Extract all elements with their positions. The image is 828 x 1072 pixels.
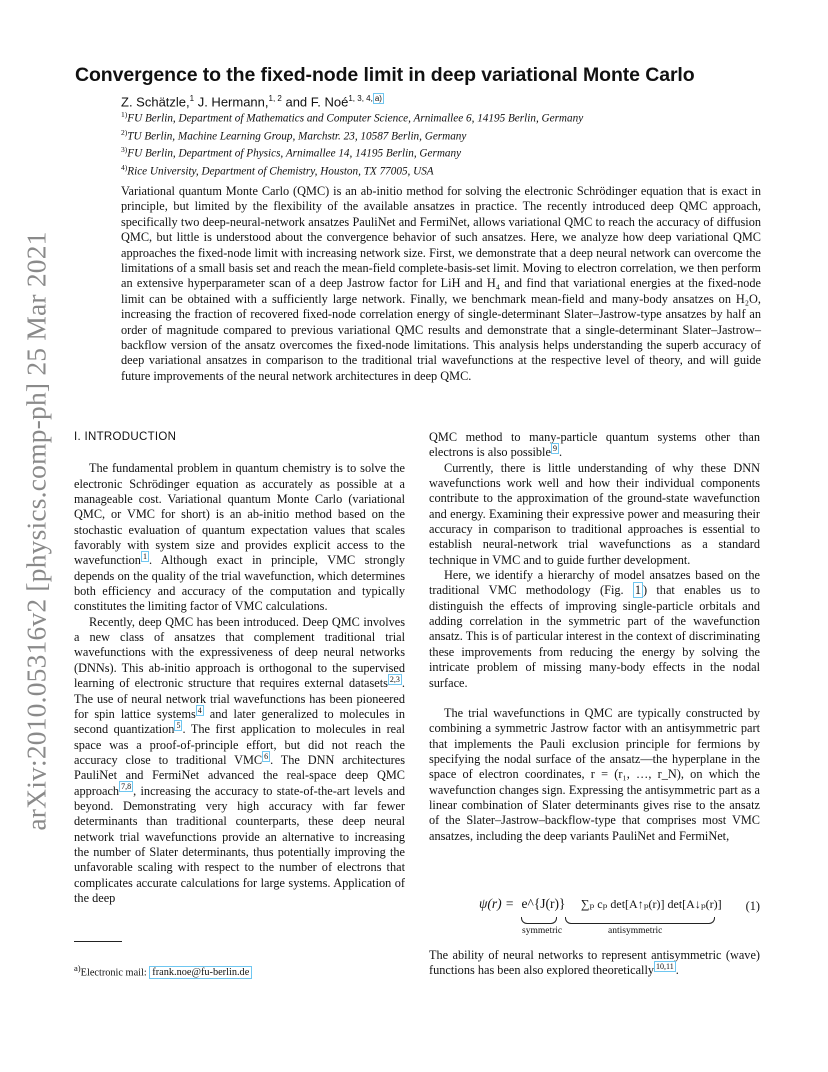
paragraph: The fundamental problem in quantum chemistry is to solve the electronic Schrödinger equation as accurately as possible at a manageable cost. Variational quantum Monte Carlo (variational QMC, or VMC for short) is an ab-initio method based on the stochastic evaluation of quantum expectation values that scales favorably with system size and provides explicit access to the wavefunction $^1$ . Although exact in principle, VMC strongly depends on the quality of the trial wavefunction, which determines both efficiency and accuracy of the computation and typically constitutes the limiting factor of VMC calculations. bbox=[74, 461, 405, 614]
equation-body bbox=[479, 896, 722, 912]
arxiv-stamp bbox=[22, 233, 52, 829]
equation-lhs: ψ(r) = bbox=[479, 896, 518, 911]
footnote-marker: a) bbox=[74, 963, 81, 973]
affiliation bbox=[121, 161, 601, 179]
citation-link[interactable]: 2,3 bbox=[389, 675, 400, 685]
figure-link[interactable]: 1 bbox=[634, 583, 642, 598]
affil-number: 2) bbox=[121, 127, 128, 137]
footnote bbox=[74, 963, 252, 978]
citation-link[interactable]: 4 bbox=[197, 705, 202, 715]
affil-number: 1) bbox=[121, 110, 128, 119]
paragraph: The ability of neural networks to represent antisymmetric (wave) functions has been also explored theoretically $^{10,11}$ . bbox=[429, 948, 760, 978]
affiliations bbox=[121, 108, 601, 179]
paragraph: The trial wavefunctions in QMC are typically constructed by combining a symmetric Jastrow factor with an antisymmetric part that implements the Pauli exclusion principle for fermions by specifying the nodal surface of the ansatz—the hyperplane in the space of electron coordinates, r = (r₁, …, r_N), on which the wavefunction changes sign. Expressing the antisymmetric part as a linear combination of Slater determinants gives rise to the ansatz of the Slater–Jastrow–backflow-type that comprises most VMC ansatzes, including the deep variants PauliNet and FermiNet, bbox=[429, 705, 760, 843]
affil-ref: 1, 2 bbox=[268, 94, 282, 103]
affiliation bbox=[121, 126, 601, 144]
author-name: J. Hermann, bbox=[194, 94, 269, 110]
abstract: Variational quantum Monte Carlo (QMC) is an ab-initio method for solving the electronic Schrödinger equation that is exact in principle, but limited by the flexibility of the available ansatzes in practice. The recently introduced deep QMC approach, specifically two deep-neural-network ansatzes PauliNet and FermiNet, allows variational QMC to reach the accuracy of diffusion QMC, but little is understood about the convergence behavior of such ansatzes. Here, we analyze how deep variational QMC approaches the fixed-node limit with increasing network size. First, we demonstrate that a deep neural network can overcome the limitations of a small basis set and reach the mean-field complete-basis-set limit. Moving to electron correlation, we then perform an extensive hyperparameter scan of a deep Jastrow factor for LiH and H₄ and find that variational energies at the fixed-node limit can be obtained with a sufficiently large network. Finally, we benchmark mean-field and many-body ansatzes on H₂O, increasing the fraction of recovered fixed-node correlation energy of single-determinant Slater–Jastrow-type ansatzes by half an order of magnitude compared to previous variational QMC results and demonstrate that a single-determinant Slater–Jastrow–backflow version of the ansatz overcomes the fixed-node limitations. This analysis helps understanding the superb accuracy of deep variational ansatzes in comparison to the traditional trial wavefunctions at the respective level of theory, and will guide future improvements of the neural network architectures in deep QMC. bbox=[121, 184, 761, 383]
citation-link[interactable]: 6 bbox=[264, 751, 269, 761]
paper-title: Convergence to the fixed-node limit in deep variational Monte Carlo bbox=[75, 64, 695, 86]
label-symmetric: symmetric bbox=[522, 926, 563, 936]
paragraph: QMC method to many-particle quantum systems other than electrons is also possible $^9$ . bbox=[429, 430, 760, 460]
affil-text: TU Berlin, Machine Learning Group, Marchstr. 23, 10587 Berlin, Germany bbox=[127, 130, 467, 143]
equation-number: (1) bbox=[745, 899, 760, 913]
author-name: Z. Schätzle, bbox=[121, 94, 190, 110]
label-antisymmetric: antisymmetric bbox=[608, 926, 663, 936]
affil-text: Rice University, Department of Chemistry, Houston, TX 77005, USA bbox=[127, 165, 434, 178]
right-column bbox=[429, 430, 760, 844]
underbrace-symmetric bbox=[521, 917, 557, 924]
equation-1 bbox=[429, 890, 760, 938]
symmetric-term: e^{J(r)} bbox=[521, 896, 566, 911]
paragraph: Currently, there is little understanding of why these DNN wavefunctions work well and how their individual components contribute to the approximation of the ground-state wavefunction and energy. Examining their expressive power and measuring their accuracy in comparison to traditional approaches is essential to establish neural-network trial wavefunctions as a standard technique in VMC and to guide further development. bbox=[429, 460, 760, 567]
citation-link[interactable]: 5 bbox=[176, 721, 181, 731]
citation-link[interactable]: 9 bbox=[552, 444, 557, 454]
paragraph: Here, we identify a hierarchy of model ansatzes based on the traditional VMC methodology (Fig. 1 ) that enables us to distinguish the effects of improving single-particle orbitals and adding correlation in the symmetric part of the wavefunction ansatz. This is of particular interest in the context of discriminating these improvements from reducing the energy by solving the intricate problem of missing many-body effects in the nodal surface. bbox=[429, 568, 760, 690]
paragraph: Recently, deep QMC has been introduced. Deep QMC involves a new class of ansatzes that complement traditional trial wavefunctions with the expressiveness of deep neural networks (DNNs). This ab-initio approach is orthogonal to the supervised learning of electronic structure that requires external datasets $^{2,3}$ . The use of neural network trial wavefunctions has been pioneered for spin lattice systems $^4$ and later generalized to molecules in second quantization $^5$ . The first application to molecules in real space was a proof-of-principle effort, but did not reach the accuracy close to traditional VMC $^6$ . The DNN architectures PauliNet and FermiNet advanced the real-space deep QMC approach $^{7,8}$ , increasing the accuracy to state-of-the-art levels and beyond. Demonstrating very high accuracy with far fewer determinants than traditional counterparts, these deep neural network trial wavefunctions provide an alternative to increasing the number of Slater determinants, thus potentially improving the unfavorable scaling with respect to the number of electrons that complicates accurate calculations for large systems. Application of the deep bbox=[74, 614, 405, 905]
affil-text: FU Berlin, Department of Mathematics and Computer Science, Arnimallee 6, 14195 Berlin, Germany bbox=[127, 112, 584, 125]
email-link[interactable]: frank.noe@fu-berlin.de bbox=[149, 966, 252, 979]
underbrace-antisymmetric bbox=[565, 917, 715, 924]
author-name: and F. Noé bbox=[281, 94, 349, 110]
antisymmetric-term: ∑ₚ cₚ det[A↑ₚ(r)] det[A↓ₚ(r)] bbox=[580, 897, 722, 911]
citation-link[interactable]: 10,11 bbox=[656, 962, 674, 972]
right-column-bottom bbox=[429, 948, 760, 979]
affiliation bbox=[121, 108, 601, 126]
affil-text: FU Berlin, Department of Physics, Arnimallee 14, 14195 Berlin, Germany bbox=[127, 148, 462, 161]
arxiv-identifier: arXiv:2010.05316v2 [physics.comp-ph] 25 Mar 2021 bbox=[21, 231, 52, 831]
affil-ref: 1 bbox=[189, 94, 195, 103]
section-heading: I. INTRODUCTION bbox=[74, 431, 177, 443]
footnote-label: Electronic mail: bbox=[80, 967, 150, 979]
affiliation bbox=[121, 143, 601, 161]
footnote-link[interactable]: a) bbox=[374, 94, 382, 103]
citation-link[interactable]: 1 bbox=[142, 552, 147, 562]
citation-link[interactable]: 7,8 bbox=[121, 782, 132, 792]
affil-number: 3) bbox=[121, 145, 128, 155]
footnote-rule bbox=[74, 941, 122, 942]
left-column bbox=[74, 430, 405, 906]
affil-ref: 1, 3, 4, bbox=[348, 94, 373, 103]
affil-number: 4) bbox=[121, 163, 128, 173]
